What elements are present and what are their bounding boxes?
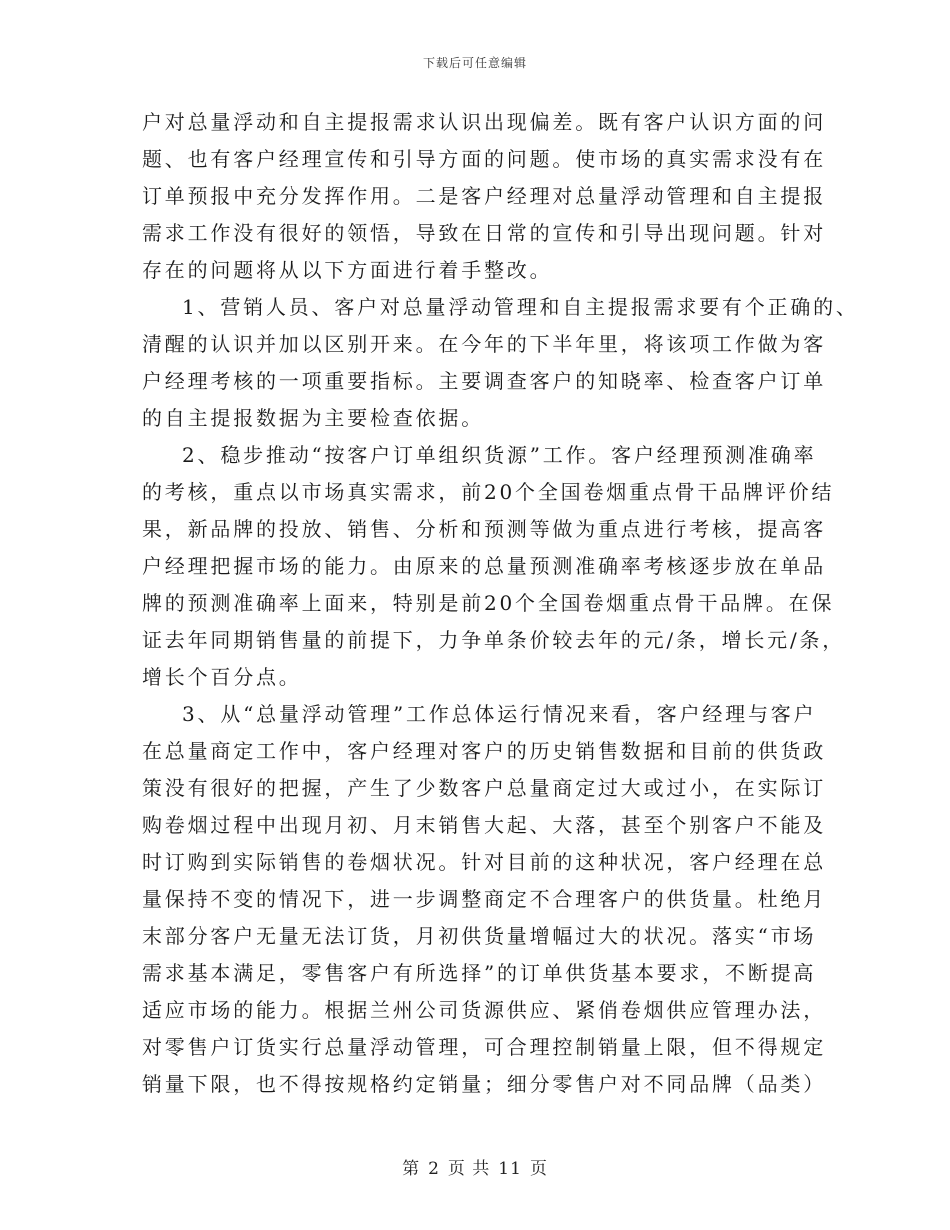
- total-page-count: 11: [498, 1159, 522, 1179]
- body-line: 清醒的认识并加以区别开来。在今年的下半年里，将该项工作做为客: [142, 332, 826, 356]
- page-number-suffix: 页: [529, 1159, 548, 1179]
- body-line: 存在的问题将从以下方面进行着手整改。: [142, 258, 553, 282]
- page-number-middle: 页 共: [447, 1159, 491, 1179]
- body-line: 购卷烟过程中出现月初、月末销售大起、大落，甚至个别客户不能及: [142, 813, 826, 837]
- body-line: 策没有很好的把握，产生了少数客户总量商定过大或过小，在实际订: [142, 776, 826, 800]
- body-line: 证去年同期销售量的前提下，力争单条价较去年的元/条，增长元/条，: [142, 628, 846, 652]
- body-line: 销量下限，也不得按规格约定销量；细分零售户对不同品牌（品类）: [142, 1072, 826, 1096]
- body-line: 增长个百分点。: [142, 665, 302, 689]
- document-body: [142, 104, 859, 1103]
- body-line: 户经理把握市场的能力。由原来的总量预测准确率考核逐步放在单品: [142, 554, 826, 578]
- body-line: 在总量商定工作中，客户经理对客户的历史销售数据和目前的供货政: [142, 739, 826, 763]
- page-footer: [0, 1154, 950, 1179]
- body-line: 末部分客户无量无法订货，月初供货量增幅过大的状况。落实“市场: [142, 924, 817, 948]
- body-line: 时订购到实际销售的卷烟状况。针对目前的这种状况，客户经理在总: [142, 850, 826, 874]
- body-line: 需求基本满足，零售客户有所选择”的订单供货基本要求，不断提高: [142, 961, 817, 985]
- paragraph-start-line: 1、营销人员、客户对总量浮动管理和自主提报需求要有个正确的、: [182, 295, 859, 319]
- body-line: 量保持不变的情况下，进一步调整商定不合理客户的供货量。杜绝月: [142, 887, 826, 911]
- page-header: 下载后可任意编辑: [422, 56, 527, 70]
- body-line: 牌的预测准确率上面来，特别是前20个全国卷烟重点骨干品牌。在保: [142, 591, 835, 615]
- body-line: 户对总量浮动和自主提报需求认识出现偏差。既有客户认识方面的问: [142, 110, 826, 134]
- body-line: 的自主提报数据为主要检查依据。: [142, 406, 484, 430]
- paragraph-start-line: 3、从“总量浮动管理”工作总体运行情况来看，客户经理与客户: [182, 702, 817, 726]
- paragraph-start-line: 2、稳步推动“按客户订单组织货源”工作。客户经理预测准确率: [182, 443, 817, 467]
- body-line: 需求工作没有很好的领悟，导致在日常的宣传和引导出现问题。针对: [142, 221, 826, 245]
- body-line: 题、也有客户经理宣传和引导方面的问题。使市场的真实需求没有在: [142, 147, 826, 171]
- current-page-number: 2: [428, 1159, 440, 1179]
- body-line: 果，新品牌的投放、销售、分析和预测等做为重点进行考核，提高客: [142, 517, 826, 541]
- body-line: 适应市场的能力。根据兰州公司货源供应、紧俏卷烟供应管理办法，: [142, 998, 826, 1022]
- body-line: 订单预报中充分发挥作用。二是客户经理对总量浮动管理和自主提报: [142, 184, 826, 208]
- body-line: 对零售户订货实行总量浮动管理，可合理控制销量上限，但不得规定: [142, 1035, 826, 1059]
- page-number-prefix: 第: [402, 1159, 421, 1179]
- body-line: 的考核，重点以市场真实需求，前20个全国卷烟重点骨干品牌评价结: [142, 480, 835, 504]
- body-line: 户经理考核的一项重要指标。主要调查客户的知晓率、检查客户订单: [142, 369, 826, 393]
